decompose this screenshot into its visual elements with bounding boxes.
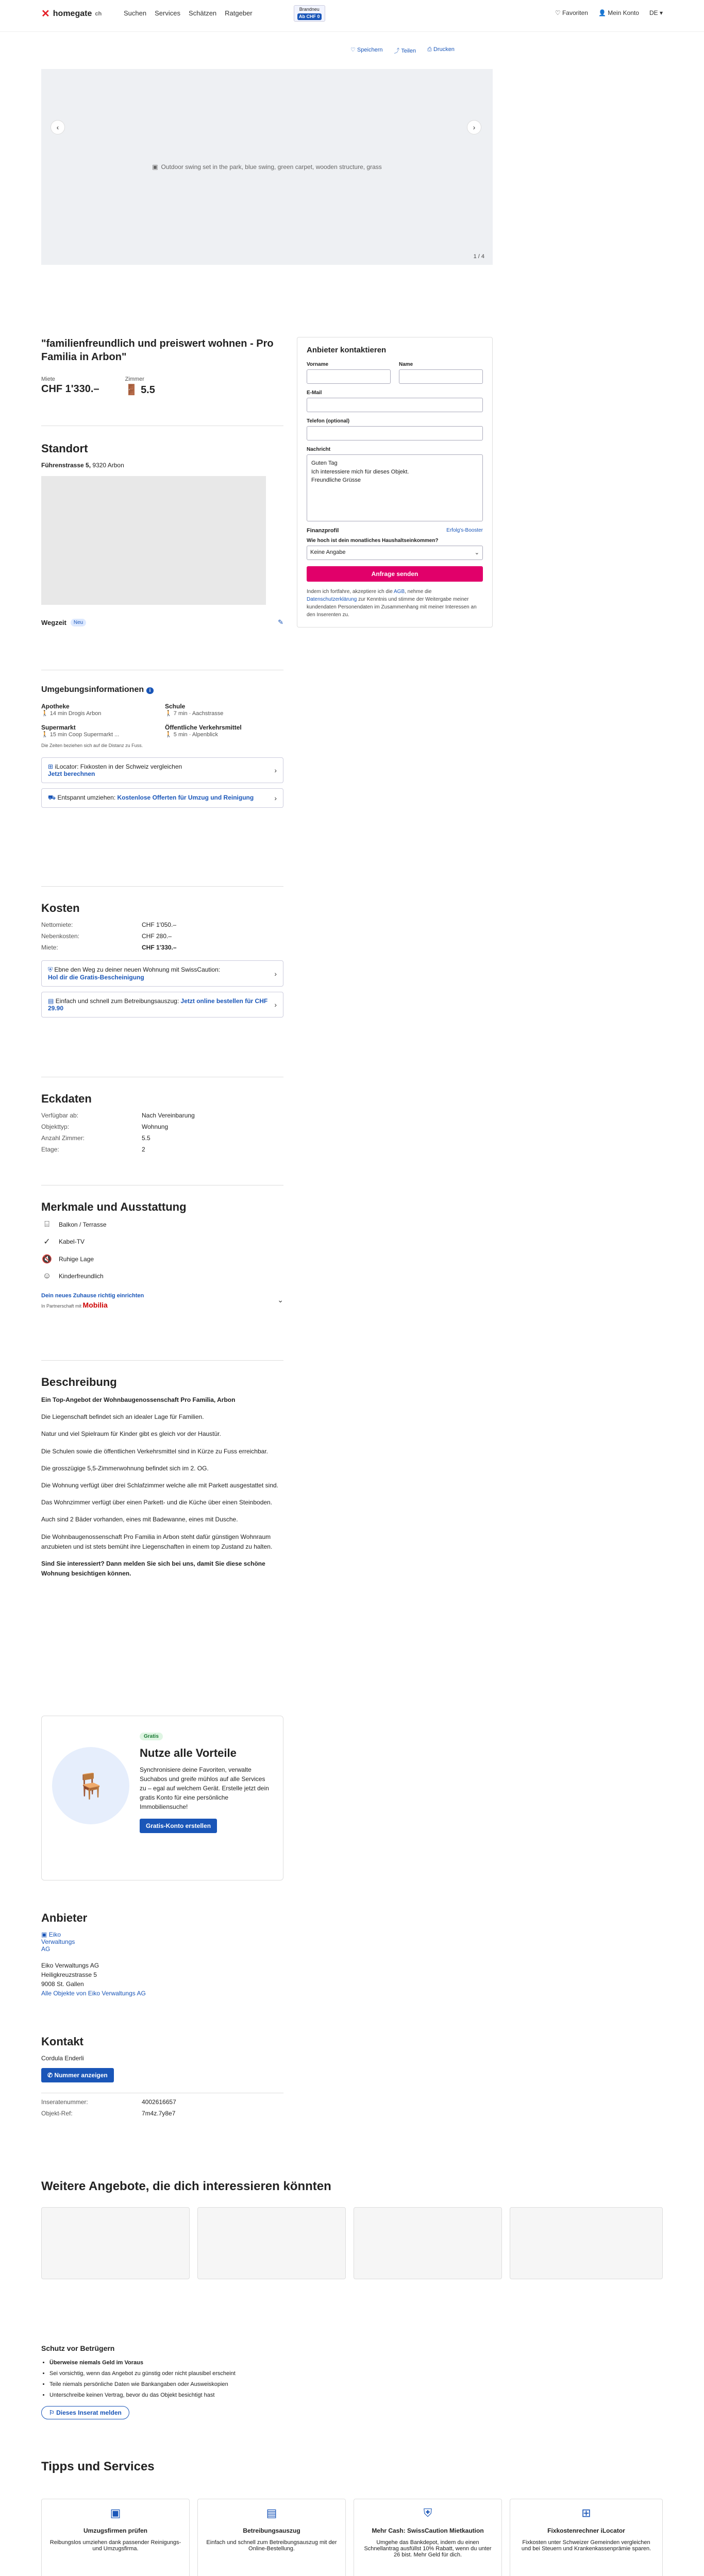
chevron-right-icon: › (274, 794, 277, 802)
address-street: Führenstrasse 5, (41, 462, 91, 469)
supermarket-title: Supermarkt (41, 724, 76, 731)
costs-table (41, 921, 283, 951)
contact-form-heading: Anbieter kontaktieren (307, 346, 387, 354)
fraud-heading: Schutz vor Betrügern (41, 2344, 115, 2352)
tip-card-debt-extract[interactable] (197, 2499, 346, 2576)
tip-title: Fixkostenrechner iLocator (547, 2527, 625, 2534)
swisscaution-box[interactable]: ⛨ Ebne den Weg zu deiner neuen Wohnung mit SwissCaution: Hol dir die Gratis-Bescheinigung › (41, 960, 283, 987)
chevron-right-icon: › (274, 1001, 277, 1009)
last-name-input[interactable] (399, 369, 483, 384)
share-icon: ⤴ (394, 48, 400, 54)
mobilia-logo: Mobilia (82, 1301, 108, 1309)
object-ref-label: Objekt-Ref: (41, 2110, 73, 2117)
keyfacts-heading: Eckdaten (41, 1092, 92, 1105)
pharmacy-value: 14 min Drogis Arbon (49, 710, 102, 717)
tip-text: Umgehe das Bankdepot, indem du einen Schnellantrag ausfüllst 10% Rabatt, wenn du unter 26 bist. Mehr Geld für dich. (364, 2539, 492, 2558)
offer-card-placeholder[interactable] (197, 2207, 346, 2279)
features-heading: Merkmale und Ausstattung (41, 1200, 187, 1213)
debt-extract-box[interactable]: ▤ Einfach und schnell zum Betreibungsauszug: Jetzt online bestellen für CHF 29.90 › (41, 992, 283, 1018)
submit-inquiry-button[interactable]: Anfrage senden (307, 566, 483, 582)
features-section (41, 1200, 283, 1309)
nav-guide[interactable]: Ratgeber (225, 9, 253, 17)
form-legal-text: Indem ich fortfahre, akzeptiere ich die AGB, nehme die Datenschutzerklärung zur Kenntnis und stimme der Weitergabe meiner kundendaten Personendaten im Zusammenhang mit meiner Interessen an den Inserenten zu. (307, 589, 477, 618)
swisscaution-link[interactable]: Hol dir die Gratis-Bescheinigung (48, 974, 144, 981)
fraud-tip: • Teile niemals persönliche Daten wie Bankangaben oder Ausweiskopien (49, 2379, 350, 2390)
heart-icon: ♡ (555, 9, 561, 16)
provider-name: Eiko Verwaltungs AG (41, 1962, 99, 1969)
total-rent-value: CHF 1'330.– (142, 944, 177, 951)
tip-card-swisscaution[interactable] (354, 2499, 502, 2576)
ilocator-link[interactable]: Jetzt berechnen (48, 770, 95, 777)
transport-title: Öffentliche Verkehrsmittel (165, 724, 242, 731)
map-icon: ⊞ (48, 763, 54, 770)
fraud-section (41, 2344, 350, 2419)
commute-label: Wegzeit (41, 618, 66, 626)
surroundings-heading: Umgebungsinformationen (41, 685, 144, 694)
logo-suffix: ch (95, 10, 102, 17)
advantages-heading: Nutze alle Vorteile (140, 1747, 237, 1759)
quiet-icon: 🔇 (42, 1255, 52, 1264)
description-heading: Beschreibung (41, 1376, 117, 1388)
privacy-link[interactable]: Datenschutzerklärung (307, 597, 357, 602)
keyfacts-section (41, 1092, 283, 1153)
logo-mark-icon: ✕ (41, 8, 50, 20)
tip-title: Mehr Cash: SwissCaution Mietkaution (372, 2527, 484, 2534)
info-icon[interactable]: i (146, 687, 154, 694)
nav-services[interactable]: Services (155, 9, 180, 17)
rooms-value: 5.5 (141, 384, 155, 396)
chevron-right-icon: › (274, 969, 277, 978)
rooms-label: Zimmer (125, 376, 144, 382)
badge-top: Brandneu (299, 7, 320, 12)
gallery-image: ▣ Outdoor swing set in the park, blue swing, green carpet, wooden structure, grass (152, 163, 382, 171)
rooms-count-label: Anzahl Zimmer: (41, 1134, 85, 1142)
description-closing: Sind Sie interessiert? Dann melden Sie sich bei uns, damit Sie diese schöne Wohnung besichtigen können. (41, 1560, 265, 1578)
broken-image-icon: ▣ (152, 163, 158, 171)
message-label: Nachricht (307, 447, 331, 452)
listing-actions (350, 46, 455, 55)
more-offers-heading: Weitere Angebote, die dich interessieren könnten (41, 2179, 331, 2193)
offer-card-placeholder[interactable] (510, 2207, 663, 2279)
finance-profile-label: Finanzprofil (307, 528, 339, 534)
new-offer-badge[interactable] (294, 5, 325, 22)
debt-extract-link[interactable]: Jetzt online bestellen für CHF 29.90 (48, 997, 268, 1012)
contact-section (41, 2035, 283, 2117)
shield-icon: ⛨ (48, 966, 53, 973)
costs-heading: Kosten (41, 902, 80, 914)
school-title: Schule (165, 703, 186, 710)
provider-heading: Anbieter (41, 1911, 88, 1924)
image-gallery[interactable] (41, 69, 493, 265)
doc-icon: ▤ (266, 2506, 277, 2519)
tip-text: Reibungslos umziehen dank passender Reinigungs- und Umzugsfirma. (49, 2539, 181, 2552)
walk-icon: 🚶 (41, 732, 48, 738)
divider (41, 1360, 283, 1361)
nav-estimate[interactable]: Schätzen (188, 9, 217, 17)
nav-search[interactable]: Suchen (124, 9, 147, 17)
extra-costs-value: CHF 280.– (142, 933, 172, 940)
agb-link[interactable]: AGB (394, 589, 405, 595)
location-section (41, 442, 283, 626)
walk-icon: 🚶 (165, 732, 172, 738)
feature-item: ☺ Kinderfreundlich (41, 1272, 283, 1281)
feature-item: 🔇 Ruhige Lage (42, 1255, 94, 1264)
printer-icon: ⎙ (427, 46, 432, 53)
location-heading: Standort (41, 442, 88, 455)
account-link[interactable]: 👤 Mein Konto (598, 9, 639, 16)
illustration-icon: 🪑 (52, 1747, 129, 1824)
address-city: 9320 Arbon (92, 462, 124, 469)
tip-card-moving[interactable] (41, 2499, 190, 2576)
provider-all-listings-link[interactable]: Alle Objekte von Eiko Verwaltungs AG (41, 1990, 146, 1997)
furnish-promo[interactable]: Dein neues Zuhause richtig einrichten In Partnerschaft mit Mobilia ⌄ (41, 1293, 283, 1309)
create-account-button[interactable]: Gratis-Konto erstellen (140, 1819, 217, 1833)
income-select[interactable]: Keine Angabe ⌄ (307, 546, 483, 560)
phone-icon: ✆ (47, 2072, 53, 2079)
tip-title: Betreibungsauszug (243, 2527, 300, 2534)
type-value: Wohnung (142, 1123, 169, 1130)
show-number-button[interactable]: ✆ Nummer anzeigen (41, 2068, 114, 2082)
box-icon: ▣ (110, 2506, 121, 2519)
fraud-tip: • Sei vorsichtig, wenn das Angebot zu günstig oder nicht plausibel erscheint (49, 2368, 350, 2379)
edit-icon[interactable]: ✎ (278, 618, 283, 626)
supermarket-value: 15 min Coop Supermarkt ... (49, 732, 120, 738)
listing-title: "familienfreundlich und preiswert wohnen - Pro Familia in Arbon" (41, 338, 274, 363)
description-section (41, 1376, 283, 1586)
contact-heading: Kontakt (41, 2035, 83, 2048)
available-value: Nach Vereinbarung (142, 1112, 195, 1119)
user-icon: 👤 (598, 9, 606, 16)
phone-input[interactable] (307, 426, 483, 440)
message-textarea[interactable]: Guten Tag Ich interessiere mich für dieses Objekt. Freundliche Grüsse (307, 454, 483, 521)
favorites-link[interactable]: ♡ Favoriten (555, 9, 588, 16)
save-button[interactable]: ♡ Speichern (350, 47, 383, 53)
tip-text: Fixkosten unter Schweizer Gemeinden vergleichen und bei Steuern und Krankenkassenprämie sparen. (521, 2539, 651, 2552)
gallery-counter: 1 / 4 (473, 253, 484, 260)
description-paragraph: Natur und viel Spielraum für Kinder gibt es gleich vor der Haustür. (41, 1430, 221, 1438)
floor-label: Etage: (41, 1146, 59, 1153)
listing-header (41, 337, 283, 396)
furnish-link[interactable]: Dein neues Zuhause richtig einrichten (41, 1293, 144, 1299)
net-rent-label: Nettomiete: (41, 921, 73, 928)
description-paragraph: Die Liegenschaft befindet sich an idealer Lage für Familien. (41, 1413, 204, 1421)
check-icon: ✓ (43, 1238, 51, 1246)
keyfacts-table (41, 1112, 283, 1153)
chevron-right-icon: › (274, 766, 277, 774)
provider-logo[interactable]: ▣ Eiko Verwaltungs AG (41, 1931, 75, 1953)
truck-icon: ⛟ (48, 794, 56, 801)
flag-icon: ⚐ (49, 2409, 55, 2416)
balcony-icon: ⌸ (44, 1220, 49, 1229)
total-rent-label: Miete: (41, 944, 58, 951)
type-label: Objekttyp: (41, 1123, 70, 1130)
email-label: E-Mail (307, 390, 322, 396)
report-listing-button[interactable]: ⚐ Dieses Inserat melden (41, 2406, 129, 2419)
share-button[interactable]: ⤴ Teilen (394, 48, 416, 54)
available-label: Verfügbar ab: (41, 1112, 79, 1119)
main-nav (124, 9, 253, 17)
tips-heading: Tipps und Services (41, 2460, 155, 2473)
ilocator-box[interactable]: ⊞ iLocator: Fixkosten in der Schweiz vergleichen Jetzt berechnen › (41, 757, 283, 783)
contact-form (297, 337, 493, 628)
header-right (555, 9, 663, 16)
surroundings-note: Die Zeiten beziehen sich auf die Distanz zu Fuss. (41, 743, 143, 748)
fraud-tip: • Überweise niemals Geld im Voraus (49, 2358, 350, 2368)
first-name-label: Vorname (307, 362, 329, 367)
transport-value: 5 min · Alpenblick (173, 732, 218, 738)
new-badge: Neu (71, 619, 86, 626)
chevron-down-icon: ⌄ (474, 550, 479, 556)
rent-label: Miete (41, 376, 55, 382)
broken-image-icon: ▣ (41, 1931, 47, 1938)
pharmacy-title: Apotheke (41, 703, 70, 710)
description-paragraph: Das Wohnzimmer verfügt über einen Parkett- und die Küche über einen Steinboden. (41, 1499, 273, 1506)
description-lead: Ein Top-Angebot der Wohnbaugenossenschaft Pro Familia, Arbon (41, 1396, 236, 1403)
finance-booster-link[interactable]: Erfolg's-Booster (446, 528, 483, 533)
heart-icon: ♡ (350, 47, 356, 53)
walk-icon: 🚶 (41, 710, 48, 717)
advantages-text: Synchronisiere deine Favoriten, verwalte Suchabos und greife mühlos auf alle Services zu – egal auf welchem Gerät. Erstelle jetzt dein gratis Konto für eine persönliche Immobiliensuche! (140, 1766, 269, 1810)
free-badge: Gratis (140, 1733, 163, 1740)
moving-link[interactable]: Kostenlose Offerten für Umzug und Reinigung (117, 794, 254, 801)
gallery-next-button[interactable]: › (467, 120, 481, 134)
description-paragraph: Die Schulen sowie die öffentlichen Verkehrsmittel sind in Kürze zu Fuss erreichbar. (41, 1447, 268, 1455)
school-value: 7 min · Aachstrasse (173, 710, 224, 717)
language-select[interactable]: DE ▾ (649, 9, 663, 16)
door-icon: 🚪 (125, 384, 138, 396)
email-input[interactable] (307, 398, 483, 412)
phone-label: Telefon (optional) (307, 418, 350, 424)
advantages-card (41, 1716, 283, 1880)
doc-icon: ▤ (48, 997, 54, 1005)
tip-text: Einfach und schnell zum Betreibungsauszug mit der Online-Bestellung. (206, 2539, 337, 2552)
moving-box[interactable]: ⛟ Entspannt umziehen: Kostenlose Offerten für Umzug und Reinigung › (41, 788, 283, 808)
tip-card-ilocator[interactable] (510, 2499, 663, 2576)
rent-value: CHF 1'330.– (41, 383, 99, 395)
floor-value: 2 (142, 1146, 145, 1153)
contact-person: Cordula Enderli (41, 2055, 84, 2062)
rooms-count-value: 5.5 (142, 1134, 150, 1142)
listing-number-label: Inseratenummer: (41, 2098, 88, 2106)
first-name-input[interactable] (307, 369, 391, 384)
provider-section (41, 1911, 283, 1998)
badge-bottom: Ab CHF 0 (297, 13, 322, 20)
provider-city: 9008 St. Gallen (41, 1980, 84, 1988)
feature-item: ⌸ Balkon / Terrasse (41, 1220, 283, 1229)
last-name-label: Name (399, 362, 413, 367)
location-map[interactable] (41, 476, 266, 605)
description-paragraph: Auch sind 2 Bäder vorhanden, eines mit Badewanne, eines mit Dusche. (41, 1516, 238, 1523)
income-question: Wie hoch ist dein monatliches Haushaltseinkommen? (307, 538, 439, 544)
homegate-logo[interactable]: ✕ homegate ch (41, 8, 102, 20)
map-icon: ⊞ (581, 2506, 591, 2519)
costs-section (41, 902, 283, 1018)
offer-card-placeholder[interactable] (354, 2207, 502, 2279)
tip-title: Umzugsfirmen prüfen (83, 2527, 147, 2534)
description-paragraph: Die grosszügige 5,5-Zimmerwohnung befindet sich im 2. OG. (41, 1464, 209, 1472)
surroundings-section (41, 685, 283, 808)
net-rent-value: CHF 1'050.– (142, 921, 176, 928)
feature-item: ✓ Kabel-TV (41, 1236, 283, 1247)
gallery-prev-button[interactable]: ‹ (51, 120, 65, 134)
walk-icon: 🚶 (165, 710, 172, 717)
fraud-tip: • Unterschreibe keinen Vertrag, bevor du das Objekt besichtigt hast (49, 2390, 350, 2401)
print-button[interactable]: ⎙ Drucken (427, 46, 455, 53)
chevron-down-icon: ⌄ (277, 1296, 283, 1304)
description-paragraph: Die Wohnung verfügt über drei Schlafzimmer welche alle mit Parkett ausgestattet sind. (41, 1481, 278, 1489)
extra-costs-label: Nebenkosten: (41, 933, 80, 940)
offer-card-placeholder[interactable] (41, 2207, 190, 2279)
divider (41, 886, 283, 887)
object-ref-value: 7m4z.7y8e7 (142, 2110, 176, 2117)
child-icon: ☺ (42, 1272, 52, 1280)
listing-number-value: 4002616657 (142, 2098, 176, 2106)
provider-street: Heiligkreuzstrasse 5 (41, 1971, 97, 1978)
shield-icon: ⛨ (423, 2506, 432, 2519)
site-header (0, 0, 704, 32)
description-paragraph: Die Wohnbaugenossenschaft Pro Familia in Arbon steht dafür günstigen Wohnraum anzubieten und ist stets bemüht ihre Liegenschaften in einem top Zustand zu halten. (41, 1533, 273, 1550)
